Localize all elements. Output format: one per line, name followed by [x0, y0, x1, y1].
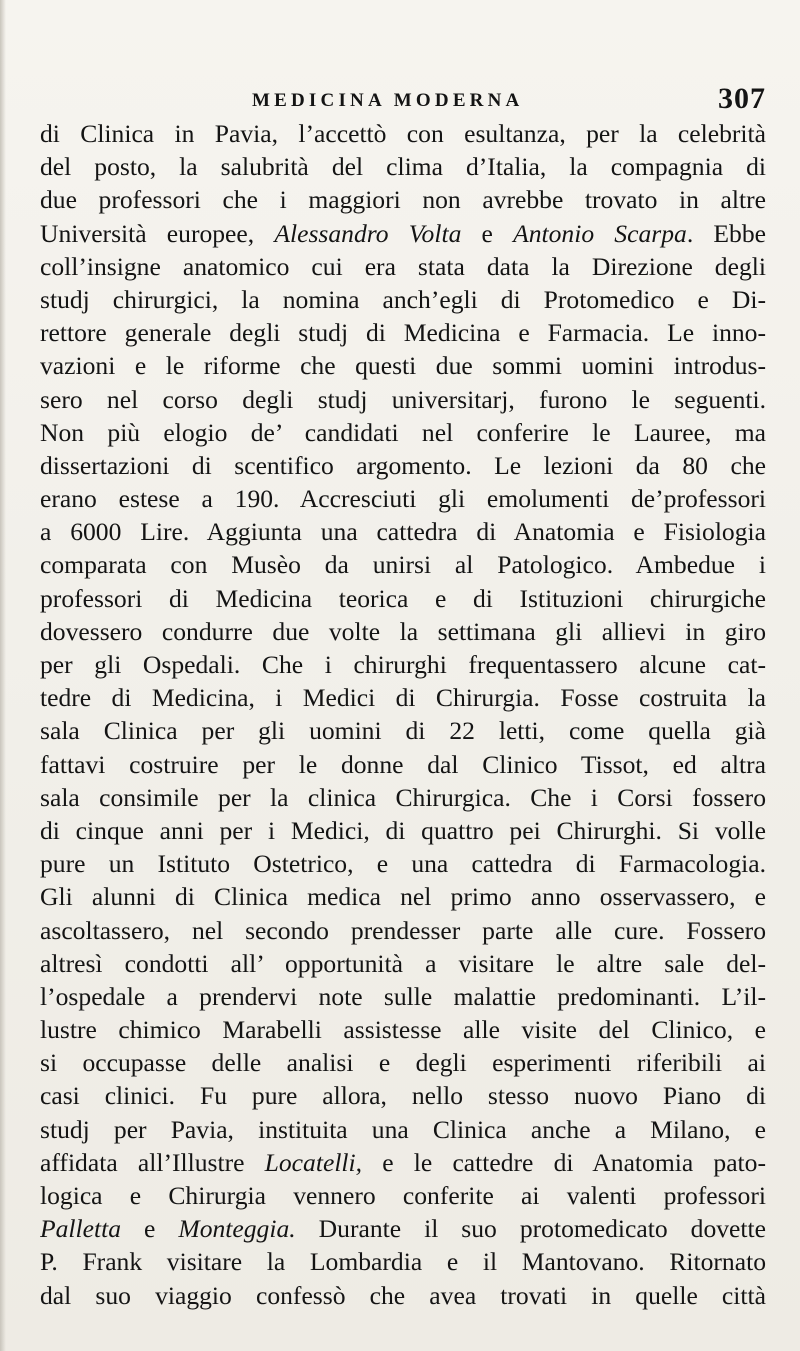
- body-text: [40, 117, 766, 1312]
- text-line: [40, 847, 766, 880]
- text-line: [40, 714, 766, 747]
- text-run: e: [121, 1214, 179, 1244]
- text-run: coll’insigne anatomico cui era stata data la Direzione degli: [40, 251, 766, 281]
- text-run: professori di Medicina teorica e di Istituzioni chirurgiche: [40, 583, 766, 613]
- text-run: altresì condotti all’ opportunità a visitare le altre sale del-: [40, 948, 766, 978]
- text-line: [40, 748, 766, 781]
- running-head: MEDICINA MODERNA: [252, 90, 524, 111]
- text-line: [40, 1046, 766, 1079]
- text-run: erano estese a 190. Accresciuti gli emolumenti de’professori: [40, 484, 766, 514]
- text-line: [40, 1212, 766, 1245]
- text-line: [40, 615, 766, 648]
- text-line: [40, 681, 766, 714]
- text-run: vazioni e le riforme che questi due sommi uomini introdus-: [40, 351, 766, 381]
- text-run: Durante il suo protomedicato dovette: [295, 1214, 766, 1244]
- text-line: [40, 914, 766, 947]
- text-line: [40, 880, 766, 913]
- text-run: a 6000 Lire. Aggiunta una cattedra di Anatomia e Fisiologia: [40, 517, 766, 547]
- text-line: [40, 283, 766, 316]
- text-run: Gli alunni di Clinica medica nel primo anno osservassero, e: [40, 882, 766, 912]
- text-run: ascoltassero, nel secondo prendesser parte alle cure. Fossero: [40, 915, 766, 945]
- page-number: 307: [718, 82, 766, 115]
- text-run: casi clinici. Fu pure allora, nello stesso nuovo Piano di: [40, 1081, 766, 1111]
- text-line: [40, 515, 766, 548]
- text-run: logica e Chirurgia vennero conferite ai valenti professori: [40, 1181, 766, 1210]
- text-line: [40, 349, 766, 382]
- text-line: [40, 449, 766, 482]
- text-run: fattavi costruire per le donne dal Clinico Tissot, ed altra: [40, 749, 766, 779]
- text-line: [40, 1146, 766, 1179]
- text-run: studj chirurgici, la nomina anch’egli di Protomedico e Di-: [40, 284, 766, 314]
- text-run: di Clinica in Pavia, l’accettò con esultanza, per la celebrità: [40, 119, 766, 148]
- text-line: [40, 648, 766, 681]
- italic-name: Locatelli,: [264, 1147, 363, 1177]
- page-edge-shadow: [0, 0, 6, 1351]
- text-line: [40, 1179, 766, 1212]
- text-run: del posto, la salubrità del clima d’Italia, la compagnia di: [40, 152, 766, 182]
- text-line: [40, 947, 766, 980]
- text-line: [40, 316, 766, 349]
- text-line: [40, 150, 766, 183]
- text-run: affidata all’Illustre: [40, 1147, 265, 1177]
- text-run: comparata con Musèo da unirsi al Patologico. Ambedue i: [40, 550, 766, 580]
- text-line: [40, 781, 766, 814]
- text-line: [40, 416, 766, 449]
- text-line: [40, 980, 766, 1013]
- text-line: [40, 1113, 766, 1146]
- text-line: [40, 1013, 766, 1046]
- text-run: P. Frank visitare la Lombardia e il Mantovano. Ritornato: [40, 1247, 766, 1277]
- text-run: Non più elogio de’ candidati nel conferire le Lauree, ma: [40, 417, 766, 447]
- text-line: [40, 383, 766, 416]
- text-run: tedre di Medicina, i Medici di Chirurgia. Fosse costruita la: [40, 683, 766, 713]
- text-line: [40, 814, 766, 847]
- text-line: [40, 582, 766, 615]
- text-run: lustre chimico Marabelli assistesse alle visite del Clinico, e: [40, 1015, 766, 1045]
- text-run: sero nel corso degli studj universitarj, furono le seguenti.: [40, 384, 766, 414]
- italic-name: Palletta: [40, 1214, 122, 1244]
- text-line: [40, 1279, 766, 1312]
- text-run: l’ospedale a prendervi note sulle malattie predominanti. L’il-: [40, 981, 766, 1011]
- italic-name: Monteggia.: [178, 1214, 296, 1244]
- page-header: [40, 82, 766, 122]
- text-line: [40, 548, 766, 581]
- text-run: e: [461, 218, 514, 248]
- text-run: si occupasse delle analisi e degli esperimenti riferibili ai: [40, 1048, 766, 1078]
- text-run: e le cattedre di Anatomia pato-: [362, 1147, 766, 1177]
- text-line: [40, 183, 766, 216]
- text-run: per gli Ospedali. Che i chirurghi frequentassero alcune cat-: [40, 650, 766, 679]
- text-run: dal suo viaggio confessò che avea trovati in quelle città: [40, 1280, 766, 1310]
- text-run: rettore generale degli studj di Medicina e Farmacia. Le inno-: [40, 318, 766, 348]
- text-run: due professori che i maggiori non avrebbe trovato in altre: [40, 185, 766, 215]
- text-run: studj per Pavia, instituita una Clinica anche a Milano, e: [40, 1114, 766, 1144]
- text-line: [40, 1245, 766, 1278]
- italic-name: Alessandro Volta: [274, 218, 462, 248]
- text-run: dissertazioni di scentifico argomento. Le lezioni da 80 che: [40, 450, 766, 480]
- text-run: pure un Istituto Ostetrico, e una cattedra di Farmacologia.: [40, 849, 766, 879]
- text-line: [40, 250, 766, 283]
- text-line: [40, 217, 766, 250]
- text-run: di cinque anni per i Medici, di quattro pei Chirurghi. Si volle: [40, 815, 766, 845]
- text-run: . Ebbe: [686, 218, 766, 248]
- text-line: [40, 117, 766, 150]
- text-line: [40, 1079, 766, 1112]
- text-run: sala Clinica per gli uomini di 22 letti, come quella già: [40, 716, 766, 746]
- text-run: Università europee,: [40, 218, 275, 248]
- text-run: dovessero condurre due volte la settimana gli allievi in giro: [40, 616, 766, 646]
- text-line: [40, 482, 766, 515]
- italic-name: Antonio Scarpa: [513, 218, 687, 248]
- text-run: sala consimile per la clinica Chirurgica. Che i Corsi fossero: [40, 782, 766, 812]
